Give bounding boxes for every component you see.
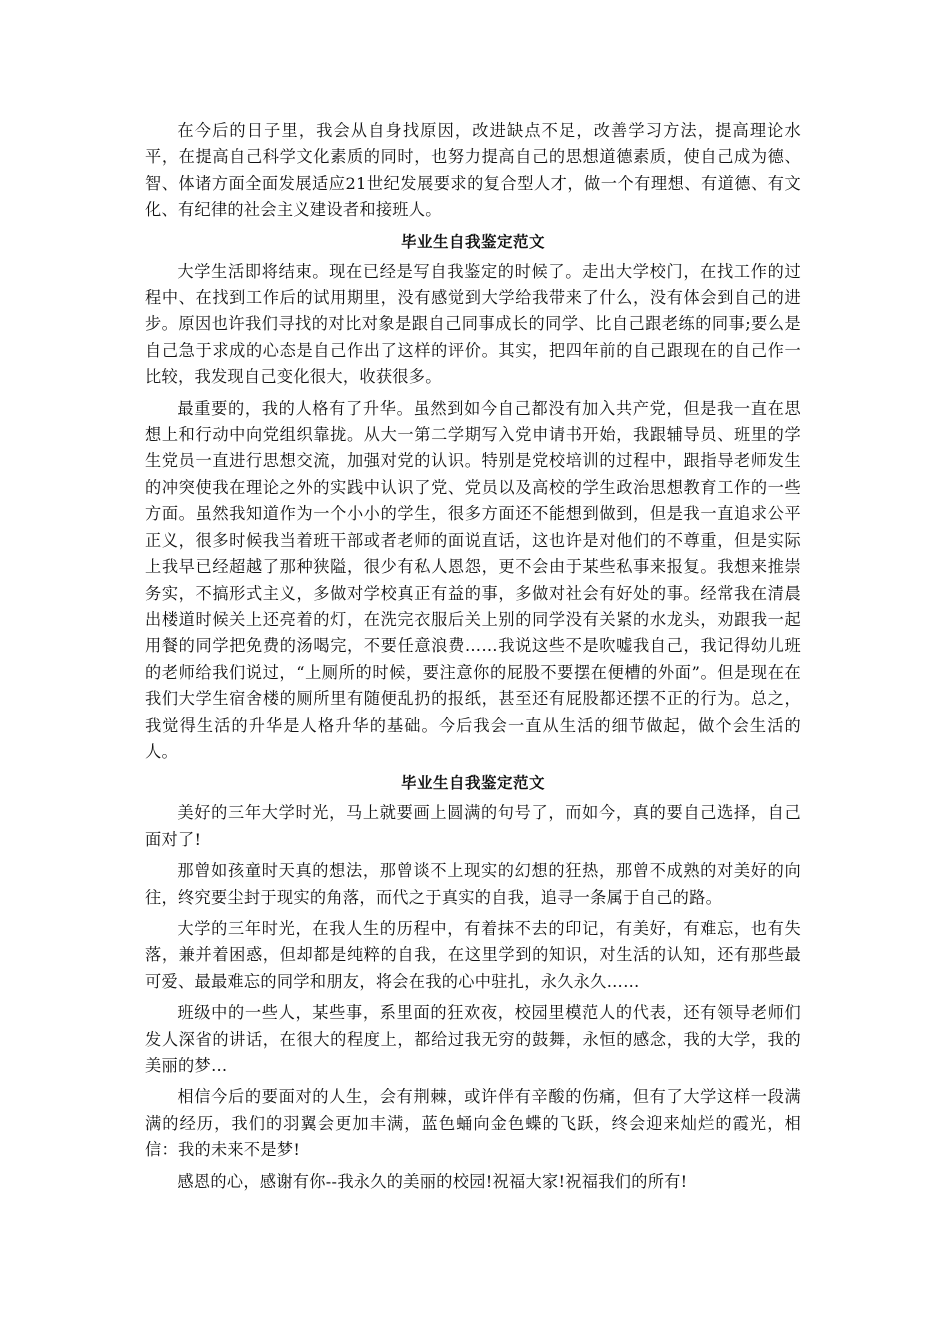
paragraph: 在今后的日子里，我会从自身找原因，改进缺点不足，改善学习方法，提高理论水平，在提高自己科学文化素质的同时，也努力提高自己的思想道德素质，使自己成为德、智、体诸方面全面发展适应21世纪发展要求的复合型人才，做一个有理想、有道德、有文化、有纪律的社会主义建设者和接班人。	[145, 121, 801, 220]
section-heading: 毕业生自我鉴定范文	[400, 232, 545, 251]
paragraph: 那曾如孩童时天真的想法，那曾谈不上现实的幻想的狂热，那曾不成熟的对美好的向往，终究要尘封于现实的角落，而代之于真实的自我，追寻一条属于自己的路。	[145, 861, 801, 907]
paragraph: 大学的三年时光，在我人生的历程中，有着抹不去的印记，有美好，有难忘，也有失落，兼并着困惑，但却都是纯粹的自我，在这里学到的知识，对生活的认知，还有那些最可爱、最最难忘的同学和朋友，将会在我的心中驻扎，永久永久……	[145, 918, 801, 991]
paragraph: 班级中的一些人，某些事，系里面的狂欢夜，校园里模范人的代表，还有领导老师们发人深省的讲话，在很大的程度上，都给过我无穷的鼓舞，永恒的感念，我的大学，我的美丽的梦…	[145, 1003, 801, 1075]
paragraph: 大学生活即将结束。现在已经是写自我鉴定的时候了。走出大学校门，在找工作的过程中、在找到工作后的试用期里，没有感觉到大学给我带来了什么，没有体会到自己的进步。原因也许我们寻找的对比对象是跟自己同事成长的同学、比自己跟老练的同事;要么是自己急于求成的心态是自己作出了这样的评价。其实，把四年前的自己跟现在的自己作一比较，我发现自己变化很大，收获很多。	[145, 261, 801, 387]
section-heading: 毕业生自我鉴定范文	[400, 774, 545, 793]
document-page	[145, 118, 801, 1200]
paragraph: 美好的三年大学时光，马上就要画上圆满的句号了，而如今，真的要自己选择，自己面对了!	[145, 803, 801, 849]
paragraph: 相信今后的要面对的人生，会有荆棘，或许伴有辛酸的伤痛，但有了大学这样一段满满的经历，我们的羽翼会更加丰满，蓝色蛹向金色蝶的飞跃，终会迎来灿烂的霞光，相信：我的未来不是梦!	[145, 1087, 801, 1160]
paragraph: 感恩的心，感谢有你--我永久的美丽的校园!祝福大家!祝福我们的所有!	[177, 1171, 688, 1191]
paragraph: 最重要的，我的人格有了升华。虽然到如今自己都没有加入共产党，但是我一直在思想上和行动中向党组织靠拢。从大一第二学期写入党申请书开始，我跟辅导员、班里的学生党员一直进行思想交流，加强对党的认识。特别是党校培训的过程中，跟指导老师发生的冲突使我在理论之外的实践中认识了党、党员以及高校的学生政治思想教育工作的一些方面。虽然我知道作为一个小小的学生，很多方面还不能想到做到，但是我一直追求公平正义，很多时候我当着班干部或者老师的面说直话，这也许是对他们的不尊重，但是实际上我早已经超越了那种狭隘，很少有私人恩怨，更不会由于某些私事来报复。我想来推崇务实，不搞形式主义，多做对学校真正有益的事，多做对社会有好处的事。经常我在清晨出楼道时候关上还亮着的灯，在洗完衣服后关上别的同学没有关紧的水龙头，劝跟我一起用餐的同学把免费的汤喝完，不要任意浪费……我说这些不是吹嘘我自己，我记得幼儿班的老师给我们说过，“上厕所的时候，要注意你的屁股不要摆在便槽的外面”。但是现在在我们大学生宿舍楼的厕所里有随便乱扔的报纸，甚至还有屁股都还摆不正的行为。总之，我觉得生活的升华是人格升华的基础。今后我会一直从生活的细节做起，做个会生活的人。	[145, 398, 801, 761]
